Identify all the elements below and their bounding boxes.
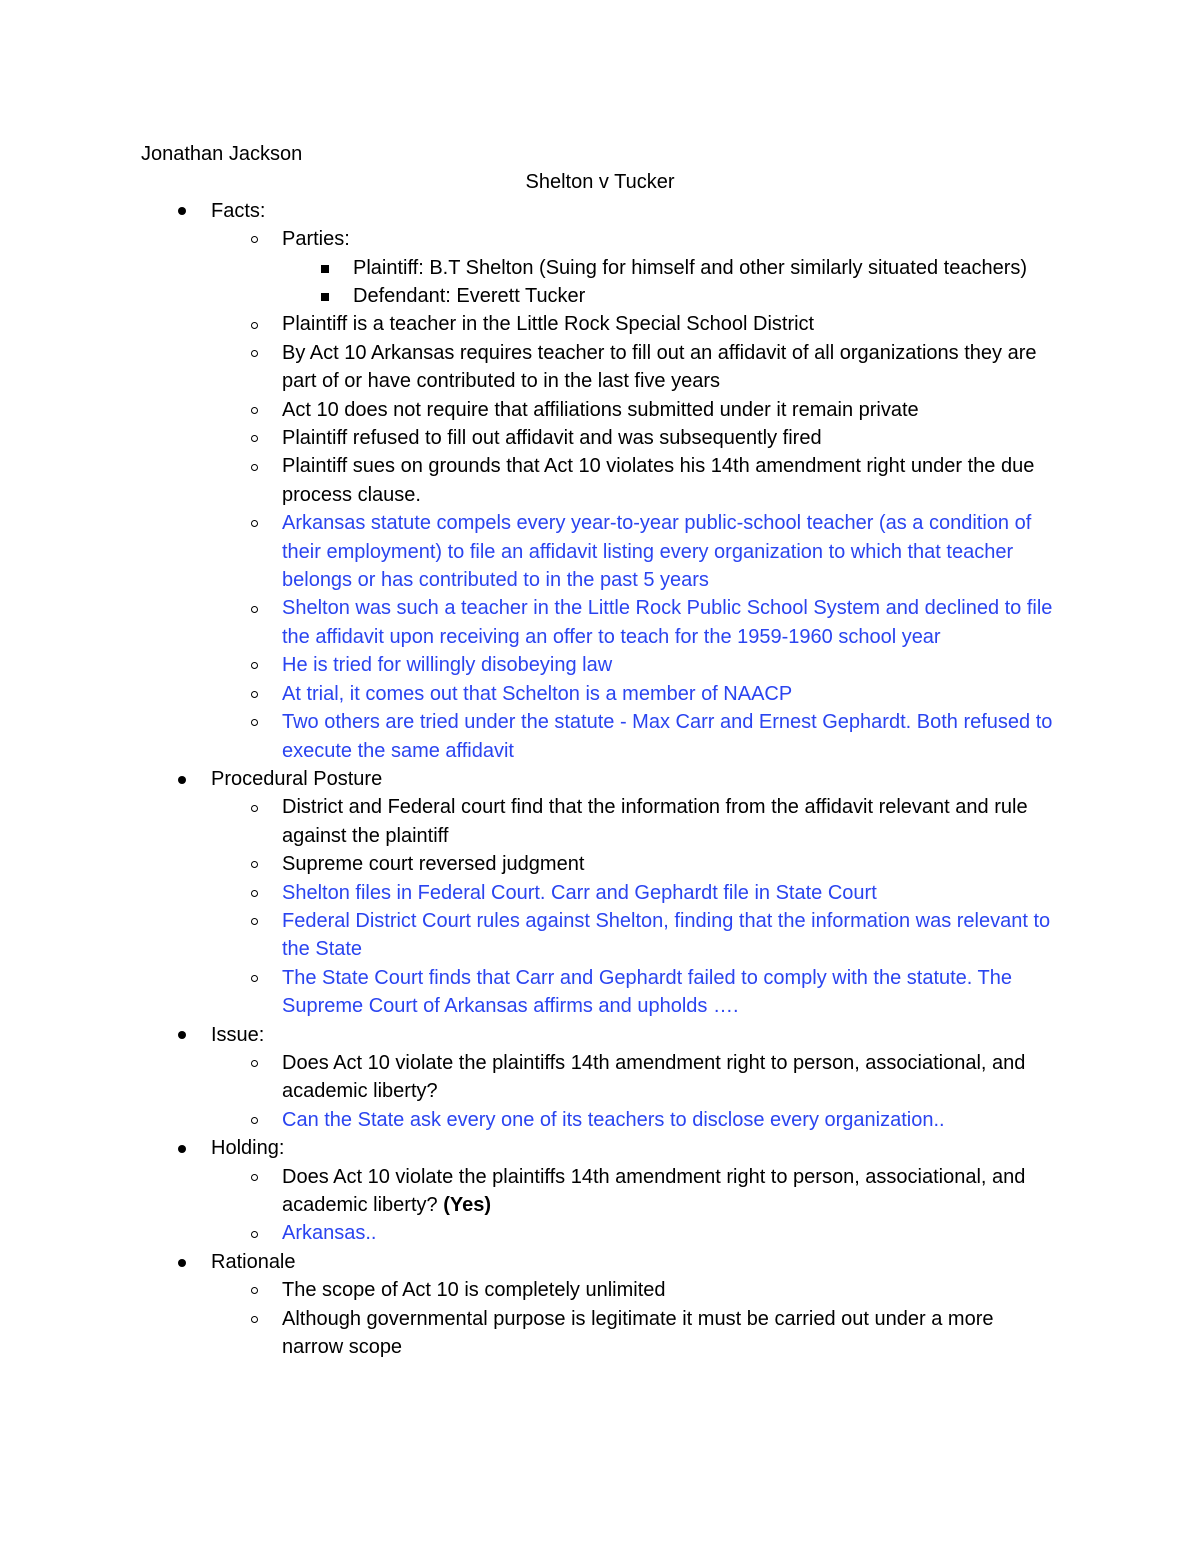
holding-answer: (Yes)	[443, 1194, 491, 1217]
disc-bullet-icon	[174, 1134, 190, 1162]
circle-bullet-icon	[246, 396, 262, 424]
note-text: He is tried for willingly disobeying law	[282, 654, 613, 677]
list-item	[0, 396, 1200, 424]
circle-bullet-icon	[246, 793, 262, 821]
disc-bullet-icon	[174, 1248, 190, 1276]
list-item	[0, 424, 1200, 452]
circle-bullet-icon	[246, 339, 262, 367]
circle-bullet-icon	[246, 1276, 262, 1304]
list-item	[0, 793, 1200, 850]
circle-bullet-icon	[246, 850, 262, 878]
disc-bullet-icon	[174, 197, 190, 225]
parties-label: Parties:	[282, 228, 350, 251]
section-rationale	[0, 1248, 1200, 1276]
section-heading: Holding:	[211, 1137, 285, 1160]
disc-bullet-icon	[174, 765, 190, 793]
rationale-text: Although governmental purpose is legitimate it must be carried out under a more narrow scope	[282, 1307, 994, 1359]
section-holding	[0, 1134, 1200, 1162]
note-text: Arkansas statute compels every year-to-year public-school teacher (as a condition of their employment) to file an affidavit listing every organization to which that teacher belongs or has contributed to in the past 5 years	[282, 512, 1032, 592]
circle-bullet-icon	[246, 509, 262, 537]
circle-bullet-icon	[246, 1106, 262, 1134]
list-item	[0, 964, 1200, 1021]
fact-text: Plaintiff is a teacher in the Little Rock Special School District	[282, 313, 815, 336]
list-item	[0, 509, 1200, 594]
note-text: Shelton was such a teacher in the Little Rock Public School System and declined to file the affidavit upon receiving an offer to teach for the 1959-1960 school year	[282, 597, 1053, 648]
list-item	[0, 339, 1200, 396]
circle-bullet-icon	[246, 964, 262, 992]
list-item	[0, 708, 1200, 765]
list-item	[0, 310, 1200, 338]
list-item	[0, 254, 1200, 282]
document-title: Shelton v Tucker	[525, 171, 675, 194]
disc-bullet-icon	[174, 1021, 190, 1049]
note-text: Shelton files in Federal Court. Carr and Gephardt file in State Court	[282, 881, 877, 904]
note-text: Arkansas..	[282, 1222, 377, 1245]
rationale-text: The scope of Act 10 is completely unlimited	[282, 1279, 666, 1302]
fact-text: Plaintiff sues on grounds that Act 10 violates his 14th amendment right under the due process clause.	[282, 455, 1035, 506]
note-text: Two others are tried under the statute - Max Carr and Ernest Gephardt. Both refused to execute the same affidavit	[282, 711, 1053, 762]
list-item	[0, 1305, 1200, 1362]
circle-bullet-icon	[246, 907, 262, 935]
list-item	[0, 282, 1200, 310]
circle-bullet-icon	[246, 1049, 262, 1077]
defendant-party: Defendant: Everett Tucker	[353, 285, 586, 308]
circle-bullet-icon	[246, 310, 262, 338]
section-issue	[0, 1021, 1200, 1049]
list-item	[0, 907, 1200, 964]
list-item	[0, 1049, 1200, 1106]
procedural-text: District and Federal court find that the information from the affidavit relevant and rule against the plaintiff	[282, 796, 1028, 847]
note-text: Can the State ask every one of its teachers to disclose every organization..	[282, 1108, 945, 1131]
section-facts	[0, 197, 1200, 225]
square-bullet-icon	[317, 254, 333, 282]
circle-bullet-icon	[246, 594, 262, 622]
circle-bullet-icon	[246, 225, 262, 253]
list-item	[0, 452, 1200, 509]
note-text: Federal District Court rules against Shelton, finding that the information was relevant to the State	[282, 909, 1051, 961]
circle-bullet-icon	[246, 1305, 262, 1333]
circle-bullet-icon	[246, 651, 262, 679]
square-bullet-icon	[317, 282, 333, 310]
author-name: Jonathan Jackson	[141, 143, 303, 165]
procedural-text: Supreme court reversed judgment	[282, 853, 585, 876]
list-item	[0, 594, 1200, 651]
list-item	[0, 225, 1200, 253]
section-heading: Issue:	[211, 1023, 265, 1046]
fact-text: Plaintiff refused to fill out affidavit and was subsequently fired	[282, 427, 822, 450]
plaintiff-party: Plaintiff: B.T Shelton (Suing for himself and other similarly situated teachers)	[353, 256, 1028, 279]
circle-bullet-icon	[246, 680, 262, 708]
note-text: At trial, it comes out that Schelton is a member of NAACP	[282, 682, 793, 705]
list-item	[0, 850, 1200, 878]
list-item	[0, 1163, 1200, 1220]
circle-bullet-icon	[246, 708, 262, 736]
circle-bullet-icon	[246, 424, 262, 452]
holding-question: Does Act 10 violate the plaintiffs 14th amendment right to person, associational, and academic liberty?	[282, 1165, 1026, 1217]
list-item	[0, 651, 1200, 679]
list-item	[0, 1219, 1200, 1247]
circle-bullet-icon	[246, 1219, 262, 1247]
section-procedural-posture	[0, 765, 1200, 793]
circle-bullet-icon	[246, 452, 262, 480]
issue-text: Does Act 10 violate the plaintiffs 14th amendment right to person, associational, and academic liberty?	[282, 1051, 1026, 1103]
list-item	[0, 879, 1200, 907]
list-item	[0, 1276, 1200, 1304]
section-heading: Procedural Posture	[211, 767, 383, 790]
circle-bullet-icon	[246, 879, 262, 907]
fact-text: By Act 10 Arkansas requires teacher to fill out an affidavit of all organizations they are part of or have contributed to in the last five years	[282, 341, 1037, 393]
section-heading: Rationale	[211, 1250, 296, 1273]
section-heading: Facts:	[211, 199, 266, 222]
note-text: The State Court finds that Carr and Gephardt failed to comply with the statute. The Supreme Court of Arkansas affirms and upholds ….	[282, 966, 1013, 1018]
holding-text	[0, 1163, 1060, 1220]
case-brief-outline	[0, 197, 1200, 1362]
circle-bullet-icon	[246, 1163, 262, 1191]
list-item	[0, 680, 1200, 708]
list-item	[0, 1106, 1200, 1134]
fact-text: Act 10 does not require that affiliations submitted under it remain private	[282, 398, 919, 421]
